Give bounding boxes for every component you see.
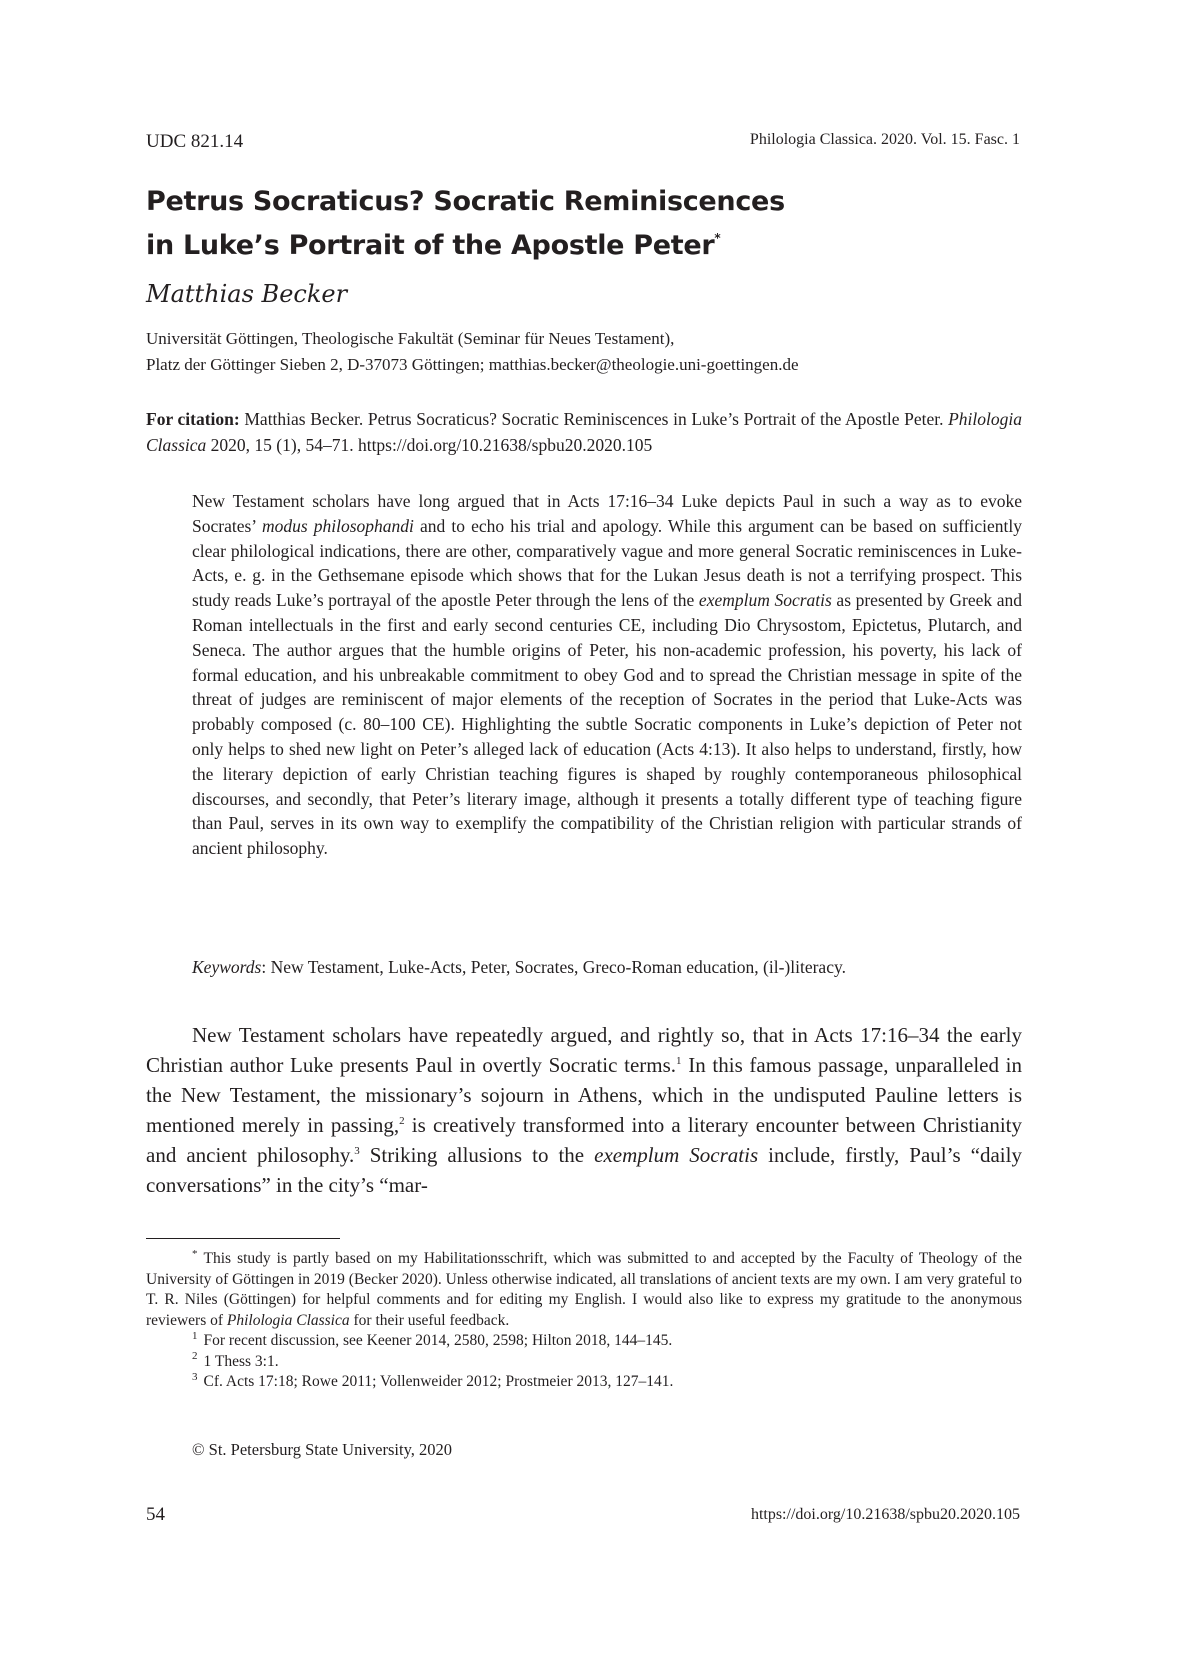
abstract-part-1: New Testament scholars have long argued that in Acts 17:16–34 Luke depicts Paul in such a way as to evoke Socrates’ <box>192 491 1022 536</box>
citation-journal: Philologia Classica <box>146 409 1022 455</box>
abstract-part-3: as presented by Greek and Roman intellectuals in the first and early second centuries CE, including Dio Chrysostom, Epictetus, Plutarch, and Seneca. The author argues that the humble origins of Peter, his non-academic profession, his poverty, his lack of formal education, and his unbreakable commitment to obey God and to spread the Christian message in spite of the threat of judges are reminiscent of major elements of the reception of Socrates in the period that Luke-Acts was probably composed (c. 80–100 CE). Highlighting the subtle Socratic components in Luke’s depiction of Peter not only helps to shed new light on Peter’s alleged lack of education (Acts 4:13). It also helps to understand, firstly, how the literary depiction of early Christian teaching figures is shaped by roughly contemporaneous philosophical discourses, and secondly, that Peter’s literary image, although it presents a totally different type of teaching figure than Paul, serves in its own way to exemplify the compatibility of the Christian religion with particular strands of ancient philosophy. <box>192 590 1022 859</box>
page-number: 54 <box>146 1504 165 1525</box>
body-paragraph <box>146 1020 1022 1200</box>
footnote-1-text: For recent discussion, see Keener 2014, 2580, 2598; Hilton 2018, 144–145. <box>203 1332 673 1349</box>
body-sentence-1: New Testament scholars have repeatedly argued, and rightly so, that in Acts 17:16–34 the early Christian author Luke presents Paul in overtly Socratic terms. <box>146 1023 1022 1077</box>
footnotes <box>146 1249 1022 1393</box>
keywords-text: : New Testament, Luke-Acts, Peter, Socrates, Greco-Roman education, (il-)literacy. <box>261 957 846 977</box>
citation-text-b: 2020, 15 (1), 54–71. https://doi.org/10.21638/spbu20.2020.105 <box>206 435 653 455</box>
body-sentence-5: include, firstly, Paul’s “daily conversations” in the city’s “mar- <box>146 1143 1022 1197</box>
abstract-part-2: and to echo his trial and apology. While this argument can be based on sufficiently clear philological indications, there are other, comparatively vague and more general Socratic reminiscences in Luke-Acts, e. g. in the Gethsemane episode which shows that for the Lukan Jesus death is not a terrifying prospect. This study reads Luke’s portrayal of the apostle Peter through the lens of the <box>192 515 1022 611</box>
article-title <box>146 183 1026 265</box>
keywords <box>192 955 1022 979</box>
footnote-star <box>146 1249 1022 1331</box>
body-sentence-2: In this famous passage, unparalleled in the New Testament, the missionary’s sojourn in Athens, which in the undisputed Pauline letters is mentioned merely in passing, <box>146 1053 1023 1137</box>
footnote-star-text-b: for their useful feedback. <box>349 1311 510 1329</box>
abstract-italic-1: modus philosophandi <box>261 515 414 536</box>
copyright-notice: © St. Petersburg State University, 2020 <box>192 1440 453 1459</box>
title-line-1: Petrus Socraticus? Socratic Reminiscences <box>146 186 785 217</box>
footnote-1 <box>146 1331 1022 1352</box>
body-italic: exemplum Socratis <box>594 1143 759 1167</box>
body-sentence-3: is creatively transformed into a literary encounter between Christianity and ancient philosophy. <box>146 1113 1022 1167</box>
footnote-3-mark: 3 <box>192 1370 198 1383</box>
journal-info: Philologia Classica. 2020. Vol. 15. Fasc. 1 <box>749 131 1020 148</box>
footnote-2-text: 1 Thess 3:1. <box>203 1352 279 1370</box>
footnote-2-mark: 2 <box>192 1350 198 1363</box>
footnote-3-text: Cf. Acts 17:18; Rowe 2011; Vollenweider 2012; Prostmeier 2013, 127–141. <box>203 1373 674 1390</box>
footnote-3 <box>146 1372 1022 1393</box>
footnote-ref-3[interactable]: 3 <box>354 1145 360 1157</box>
author-name: Matthias Becker <box>146 280 348 308</box>
footnote-2 <box>146 1352 1022 1373</box>
body-sentence-4: Striking allusions to the <box>359 1143 595 1167</box>
footnote-divider <box>146 1238 340 1239</box>
abstract-italic-2: exemplum Socratis <box>698 590 832 611</box>
doi-link[interactable]: https://doi.org/10.21638/spbu20.2020.105 <box>750 1506 1020 1523</box>
footnote-star-italic: Philologia Classica <box>226 1311 350 1329</box>
body-text <box>146 1020 1022 1200</box>
citation-block <box>146 406 1022 458</box>
abstract <box>192 489 1022 861</box>
title-line-2-text: in Luke’s Portrait of the Apostle Peter <box>146 230 715 261</box>
footnote-ref-2[interactable]: 2 <box>399 1115 405 1127</box>
footnote-star-mark: * <box>192 1247 198 1260</box>
keywords-label: Keywords <box>192 957 262 977</box>
affiliation <box>146 326 1046 378</box>
footnote-1-mark: 1 <box>192 1329 198 1342</box>
affiliation-line-2: Platz der Göttinger Sieben 2, D-37073 Göttingen; matthias.becker@theologie.uni-goettingen.de <box>146 355 799 374</box>
affiliation-line-1: Universität Göttingen, Theologische Fakultät (Seminar für Neues Testament), <box>146 329 675 348</box>
title-footnote-mark: * <box>714 231 721 245</box>
udc-code: UDC 821.14 <box>146 131 244 152</box>
citation-label: For citation: <box>146 409 240 429</box>
citation-text-a: Matthias Becker. Petrus Socraticus? Socratic Reminiscences in Luke’s Portrait of the Apostle Peter. <box>239 409 949 429</box>
title-line-2 <box>146 221 1026 265</box>
footnote-star-text-a: This study is partly based on my Habilitationsschrift, which was submitted to and accepted by the Faculty of Theology of the University of Göttingen in 2019 (Becker 2020). Unless otherwise indicated, all translations of ancient texts are my own. I am very grateful to T. R. Niles (Göttingen) for helpful comments and for editing my English. I would also like to express my gratitude to the anonymous reviewers of <box>146 1250 1022 1329</box>
footnote-ref-1[interactable]: 1 <box>676 1055 682 1067</box>
